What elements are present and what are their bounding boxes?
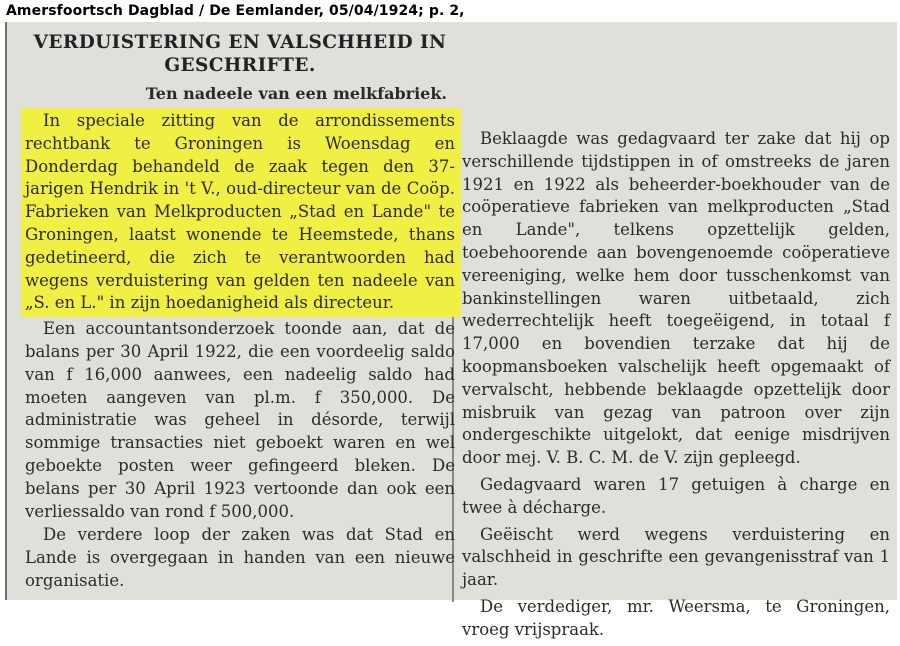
left-column	[25, 22, 455, 593]
article-headline: VERDUISTERING EN VALSCHHEID IN GESCHRIFTE.	[33, 32, 447, 76]
article-subhead: Ten nadeele van een melkfabriek.	[145, 84, 447, 103]
right-column	[462, 128, 890, 646]
newspaper-clipping	[5, 22, 897, 639]
left-paragraph: Een accountantsonderzoek toonde aan, dat de balans per 30 April 1922, die een voordeelig saldo van f 16,000 aanwees, een nadeelig saldo had moeten aangeven van pl.m. f 350,000. De administratie was geheel in désorde, terwijl sommige transacties niet geboekt waren en wel geboekte posten weer gefingeerd bleken. De belans per 30 April 1923 vertoonde dan ook een verliessaldo van rond f 500,000.	[25, 319, 455, 521]
right-paragraph: Beklaagde was gedagvaard ter zake dat hij op verschillende tijdstippen in of omstreeks de jaren 1921 en 1922 als beheerder-boekhouder van de coöperatieve fabrieken van melkproducten „Stad en Lande", telkens opzettelijk gelden, toebehoorende aan bovengenoemde coöperatieve vereeniging, welke hem door tusschenkomst van bankinstellingen waren uitbetaald, zich wederrechtelijk heeft toegeëigend, in totaal f 17,000 en bovendien terzake dat hij de koopmansboeken valschelijk heeft opgemaakt of vervalscht, hebbende beklaagde opzettelijk door misbruik van gezag van patroon over zijn ondergeschikte uitgelokt, dat eenige misdrijven door mej. V. B. C. M. de V. zijn gepleegd.	[462, 129, 890, 468]
page-caption: Amersfoortsch Dagblad / De Eemlander, 05/04/1924; p. 2,	[6, 3, 465, 19]
right-paragraph: De verdediger, mr. Weersma, te Groningen, vroeg vrijspraak.	[462, 596, 890, 639]
highlighted-paragraph: In speciale zitting van de arrondissements rechtbank te Groningen is Woensdag en Donderdag behandeld de zaak tegen den 37-jarigen Hendrik in 't V., oud-directeur van de Coöp. Fabrieken van Melkproducten „Stad en Lande" te Groningen, laatst wonende te Heemstede, thans gedetineerd, die zich te verantwoorden had wegens verduistering van gelden ten nadeele van „S. en L." in zijn hoedanigheid als directeur.	[21, 108, 461, 317]
right-paragraph: Geëischt werd wegens verduistering en valschheid in geschrifte een gevangenisstraf van 1 jaar.	[462, 524, 890, 590]
left-paragraph: De verdere loop der zaken was dat Stad en Lande is overgegaan in handen van een nieuwe organisatie.	[25, 525, 455, 590]
right-paragraph: Gedagvaard waren 17 getuigen à charge en twee à décharge.	[462, 474, 890, 517]
